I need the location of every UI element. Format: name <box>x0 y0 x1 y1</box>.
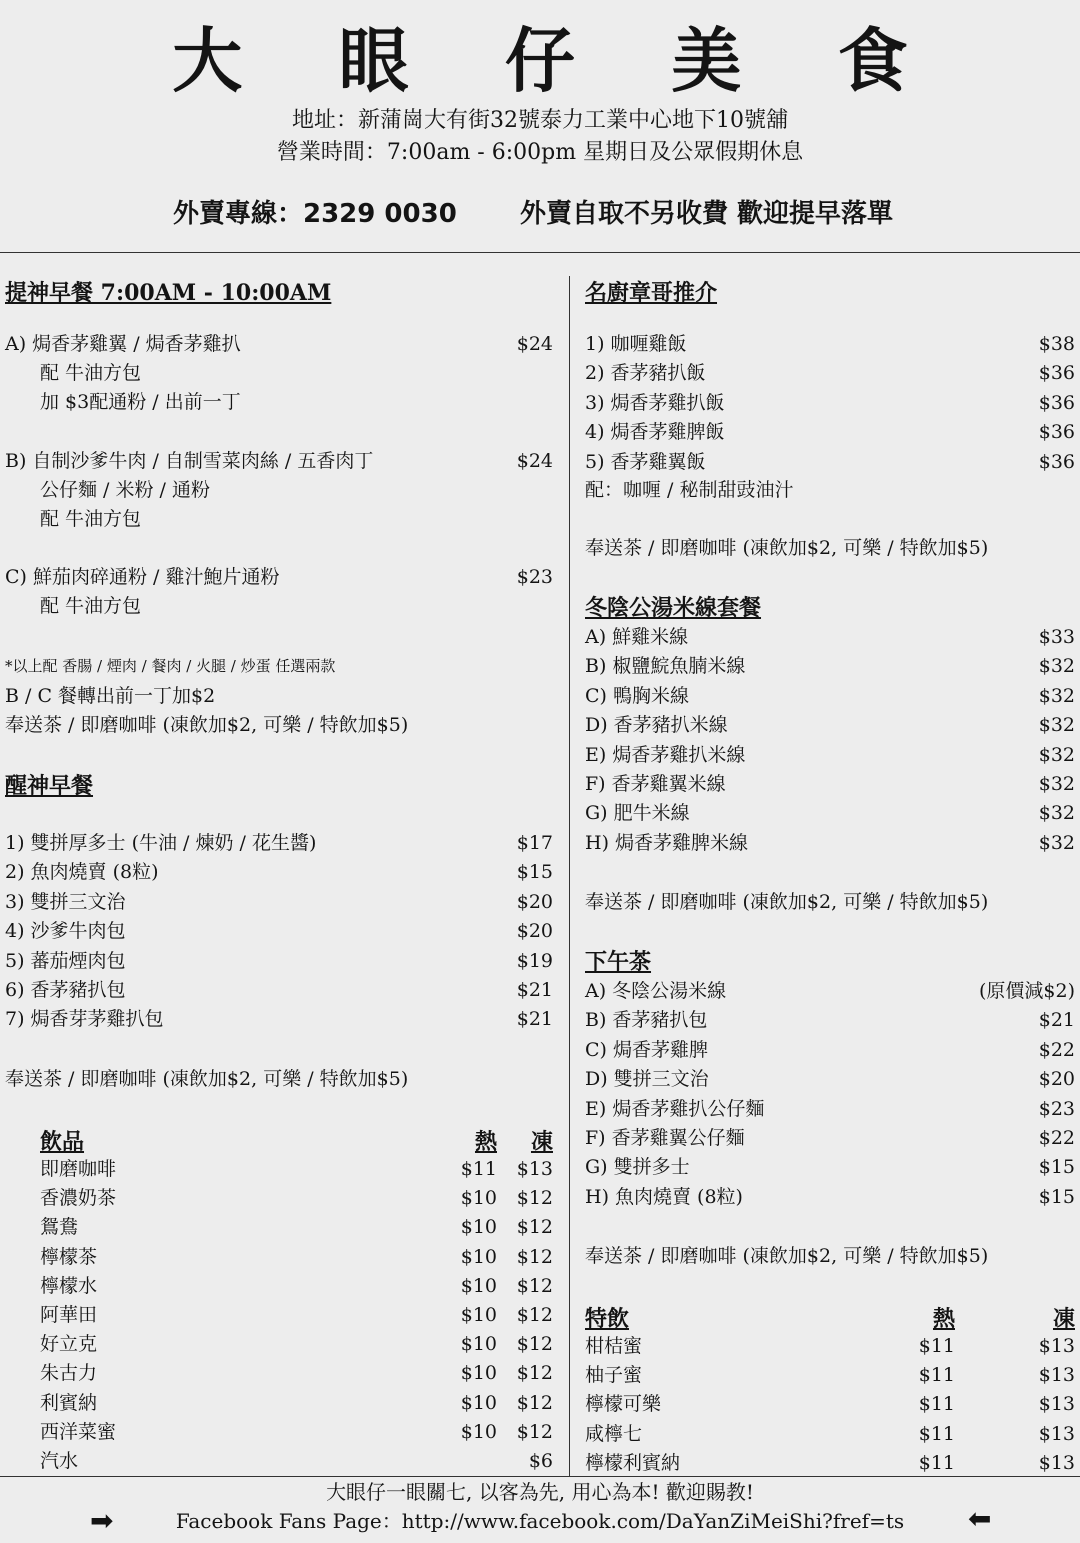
menu-item-detail: 配 牛油方包 <box>40 362 142 384</box>
cold-price: $12 <box>516 1333 553 1356</box>
drink-name: 即磨咖啡 <box>40 1158 117 1180</box>
menu-item <box>585 623 1075 652</box>
menu-item <box>585 1006 1075 1035</box>
menu-item-name: 6) 香茅豬扒包 <box>5 978 126 1001</box>
menu-item-name: 3) 焗香茅雞扒飯 <box>585 391 725 414</box>
menu-item <box>585 448 1075 477</box>
menu-item-detail: 配 牛油方包 <box>40 508 142 530</box>
menu-item <box>585 1036 1075 1065</box>
menu-item <box>5 947 553 976</box>
menu-item <box>585 418 1075 447</box>
drink-name: 香濃奶茶 <box>40 1187 117 1210</box>
menu-item-name: 4) 焗香茅雞脾飯 <box>585 421 725 444</box>
drink-note: 奉送茶 / 即磨咖啡 (凍飲加$2, 可樂 / 特飲加$5) <box>585 891 989 913</box>
menu-item-name: A) 冬陰公湯米線 <box>585 980 727 1002</box>
cold-price: $12 <box>516 1187 553 1210</box>
drink-item <box>40 1243 553 1272</box>
menu-item <box>585 741 1075 770</box>
menu-item-name: 7) 焗香芽茅雞扒包 <box>5 1008 164 1031</box>
menu-item-price: $32 <box>1038 831 1075 854</box>
drink-name: 好立克 <box>40 1333 98 1356</box>
menu-item-price: $32 <box>1038 714 1075 737</box>
cold-price: $13 <box>1038 1364 1075 1387</box>
menu-item-price: $15 <box>516 861 553 884</box>
drink-name: 檸檬利賓納 <box>585 1451 681 1474</box>
breakfast-note: B / C 餐轉出前一丁加$2 <box>5 685 216 707</box>
menu-item-price: $19 <box>516 949 553 972</box>
drink-name: 柚子蜜 <box>585 1364 643 1387</box>
menu-item-price: $21 <box>1038 1009 1075 1032</box>
drink-item <box>40 1184 553 1213</box>
cold-price: $12 <box>516 1362 553 1385</box>
section-title-special: 特飲 <box>585 1306 630 1332</box>
menu-item-name: D) 香茅豬扒米線 <box>585 714 728 737</box>
cold-price: $13 <box>516 1158 553 1180</box>
takeaway-hotline: 外賣專線：2329 0030 <box>173 199 457 229</box>
drink-name: 阿華田 <box>40 1303 98 1326</box>
drink-name: 檸檬水 <box>40 1274 98 1297</box>
menu-item <box>585 1153 1075 1182</box>
menu-item <box>5 858 553 887</box>
drink-item <box>40 1359 553 1388</box>
menu-item-name: 5) 香茅雞翼飯 <box>585 450 706 473</box>
drink-item <box>585 1449 1075 1478</box>
menu-item <box>585 977 1075 1006</box>
drink-item <box>40 1330 553 1359</box>
arrow-right-icon: ➡ <box>90 1504 114 1537</box>
hot-price: $11 <box>918 1393 955 1416</box>
drink-item <box>40 1301 553 1330</box>
menu-item <box>5 829 553 858</box>
drink-item <box>40 1389 553 1418</box>
menu-item-price: $32 <box>1038 655 1075 678</box>
hot-price: $10 <box>460 1391 497 1414</box>
menu-item <box>585 330 1075 359</box>
menu-item-name: 1) 雙拼厚多士 (牛油 / 煉奶 / 花生醬) <box>5 832 317 854</box>
menu-item-price: $15 <box>1038 1185 1075 1208</box>
drink-item <box>585 1361 1075 1390</box>
drink-name: 檸檬茶 <box>40 1245 98 1268</box>
noodle-list <box>585 623 1075 858</box>
menu-item-price: $32 <box>1038 743 1075 766</box>
menu-item-price: $36 <box>1038 362 1075 385</box>
menu-item-price: $36 <box>1038 391 1075 414</box>
drink-note: 奉送茶 / 即磨咖啡 (凍飲加$2, 可樂 / 特飲加$5) <box>5 1068 409 1090</box>
opening-hours: 營業時間：7:00am - 6:00pm 星期日及公眾假期休息 <box>276 140 804 165</box>
menu-item-name: 4) 沙爹牛肉包 <box>5 920 126 943</box>
menu-item <box>585 1095 1075 1124</box>
menu-item-detail: 加 $3配通粉 / 出前一丁 <box>40 391 241 413</box>
address: 地址：新蒲崗大有街32號泰力工業中心地下10號舖 <box>292 108 788 133</box>
menu-item-price: $36 <box>1038 450 1075 473</box>
section-title-noodle: 冬陰公湯米線套餐 <box>585 595 762 621</box>
drink-name: 朱古力 <box>40 1362 98 1385</box>
menu-item-name: B) 香茅豬扒包 <box>585 1009 708 1032</box>
menu-item-name: F) 香茅雞翼米線 <box>585 772 726 795</box>
cold-price: $12 <box>516 1420 553 1443</box>
drink-name: 檸檬可樂 <box>585 1393 662 1416</box>
menu-item-price: $17 <box>516 832 553 854</box>
restaurant-title: 大 眼 仔 美 食 <box>172 20 944 102</box>
hot-price: $10 <box>460 1333 497 1356</box>
cold-price: $13 <box>1038 1422 1075 1445</box>
menu-item-name: E) 焗香茅雞扒公仔麵 <box>585 1097 765 1120</box>
hot-price: $10 <box>460 1303 497 1326</box>
cold-price: $6 <box>528 1449 553 1472</box>
hot-price: $10 <box>460 1216 497 1239</box>
menu-item-price: $21 <box>516 978 553 1001</box>
drink-item <box>40 1155 553 1184</box>
cold-price: $13 <box>1038 1393 1075 1416</box>
hot-price: $11 <box>918 1364 955 1387</box>
drink-name: 利賓納 <box>40 1391 98 1414</box>
menu-item-price: (原價減$2) <box>978 980 1075 1002</box>
menu-item <box>585 682 1075 711</box>
menu-item-name: 3) 雙拼三文治 <box>5 890 126 913</box>
menu-item-name: F) 香茅雞翼公仔麵 <box>585 1126 745 1149</box>
cold-price: $12 <box>516 1274 553 1297</box>
menu-item <box>5 976 553 1005</box>
hot-price: $10 <box>460 1245 497 1268</box>
cold-price: $13 <box>1038 1451 1075 1474</box>
drink-item <box>585 1420 1075 1449</box>
menu-item <box>585 652 1075 681</box>
drink-item <box>40 1418 553 1447</box>
menu-item-price: $38 <box>1038 333 1075 355</box>
hot-price: $11 <box>918 1451 955 1474</box>
drink-name: 西洋菜蜜 <box>40 1420 117 1443</box>
facebook-link[interactable]: Facebook Fans Page：http://www.facebook.com/DaYanZiMeiShi?fref=ts <box>175 1509 905 1533</box>
drink-name: 柑桔蜜 <box>585 1335 643 1357</box>
hot-column-label: 熱 <box>932 1306 955 1332</box>
menu-item-name: H) 魚肉燒賣 (8粒) <box>585 1185 743 1208</box>
header-divider <box>0 252 1080 253</box>
drink-item <box>40 1447 553 1476</box>
section-title-drinks: 飲品 <box>40 1129 85 1155</box>
cold-price: $12 <box>516 1245 553 1268</box>
menu-item-name: 5) 蕃茄煙肉包 <box>5 949 126 972</box>
menu-item <box>585 829 1075 858</box>
drink-name: 汽水 <box>40 1449 79 1472</box>
menu-item <box>585 1124 1075 1153</box>
drinks-header <box>40 1125 553 1155</box>
special-list <box>585 1332 1075 1478</box>
menu-item-name: G) 雙拼多士 <box>585 1156 690 1179</box>
menu-item-price: $20 <box>516 890 553 913</box>
menu-item-name: C) 鴨胸米線 <box>585 684 689 707</box>
arrow-left-icon: ⬅ <box>968 1502 992 1535</box>
breakfast-note: *以上配 香腸 / 煙肉 / 餐肉 / 火腿 / 炒蛋 任選兩款 <box>5 657 336 675</box>
cold-price: $13 <box>1038 1335 1075 1357</box>
menu-item-detail: 公仔麵 / 米粉 / 通粉 <box>40 479 210 501</box>
menu-item <box>585 770 1075 799</box>
hot-price: $10 <box>460 1362 497 1385</box>
menu-item-price: $33 <box>1038 626 1075 648</box>
menu-item-detail: 配 牛油方包 <box>40 595 142 617</box>
menu-item-name: G) 肥牛米線 <box>585 802 690 825</box>
drink-item <box>585 1390 1075 1419</box>
menu-item-price: $15 <box>1038 1156 1075 1179</box>
menu-item <box>585 799 1075 828</box>
drink-note: 奉送茶 / 即磨咖啡 (凍飲加$2, 可樂 / 特飲加$5) <box>585 1245 989 1267</box>
hot-price: $10 <box>460 1187 497 1210</box>
menu-item: B) 自制沙爹牛肉 / 自制雪菜肉絲 / 五香肉丁 $24 <box>5 450 553 472</box>
menu-item-price: $32 <box>1038 772 1075 795</box>
section-title-breakfast-2: 醒神早餐 <box>5 773 94 799</box>
drink-note: 奉送茶 / 即磨咖啡 (凍飲加$2, 可樂 / 特飲加$5) <box>5 714 409 736</box>
menu-item <box>585 389 1075 418</box>
hot-price: $11 <box>460 1158 497 1180</box>
menu-item-name: 1) 咖喱雞飯 <box>585 333 687 355</box>
menu-item-name: E) 焗香茅雞扒米線 <box>585 743 746 766</box>
drink-note: 奉送茶 / 即磨咖啡 (凍飲加$2, 可樂 / 特飲加$5) <box>585 537 989 559</box>
menu-item <box>5 888 553 917</box>
menu-item-name: A) 鮮雞米線 <box>585 626 689 648</box>
menu-item: A) 焗香茅雞翼 / 焗香茅雞扒 $24 <box>5 333 553 355</box>
menu-item <box>585 1065 1075 1094</box>
takeaway-note: 外賣自取不另收費 歡迎提早落單 <box>520 199 894 229</box>
menu-item-name: D) 雙拼三文治 <box>585 1068 709 1091</box>
drinks-list <box>40 1155 553 1476</box>
cold-column-label: 凍 <box>1052 1306 1075 1332</box>
hot-column-label: 熱 <box>474 1129 497 1155</box>
hot-price: $11 <box>918 1335 955 1357</box>
menu-item <box>5 917 553 946</box>
menu-item: C) 鮮茄肉碎通粉 / 雞汁鮑片通粉 $23 <box>5 566 553 588</box>
menu-item <box>585 1183 1075 1212</box>
menu-item-price: $36 <box>1038 421 1075 444</box>
drink-name: 咸檸七 <box>585 1422 643 1445</box>
hot-price: $10 <box>460 1274 497 1297</box>
section-title-tea: 下午茶 <box>585 949 652 975</box>
breakfast-2-list <box>5 829 553 1035</box>
menu-item-price: $22 <box>1038 1126 1075 1149</box>
hot-price: $10 <box>460 1420 497 1443</box>
drink-item <box>585 1332 1075 1361</box>
cold-price: $12 <box>516 1303 553 1326</box>
chef-list <box>585 330 1075 477</box>
column-divider <box>569 276 570 1476</box>
drink-name: 鴛鴦 <box>40 1216 79 1239</box>
drink-item <box>40 1213 553 1242</box>
cold-column-label: 凍 <box>530 1129 553 1155</box>
menu-item <box>585 359 1075 388</box>
sauce-note: 配：咖喱 / 秘制甜豉油汁 <box>585 479 794 501</box>
section-title-chef: 名廚章哥推介 <box>585 280 718 306</box>
menu-item-price: $22 <box>1038 1038 1075 1061</box>
menu-item <box>585 711 1075 740</box>
cold-price: $12 <box>516 1391 553 1414</box>
menu-item-name: 2) 香茅豬扒飯 <box>585 362 706 385</box>
menu-item-price: $21 <box>516 1008 553 1031</box>
menu-item-name: H) 焗香茅雞脾米線 <box>585 831 749 854</box>
special-header <box>585 1302 1075 1332</box>
menu-item-price: $20 <box>516 920 553 943</box>
slogan: 大眼仔一眼關七, 以客為先, 用心為本! 歡迎賜教! <box>326 1480 754 1504</box>
menu-item-name: 2) 魚肉燒賣 (8粒) <box>5 861 159 884</box>
menu-item <box>5 1005 553 1034</box>
tea-list <box>585 977 1075 1212</box>
hot-price: $11 <box>918 1422 955 1445</box>
cold-price: $12 <box>516 1216 553 1239</box>
menu-item-name: C) 焗香茅雞脾 <box>585 1038 708 1061</box>
menu-item-price: $23 <box>1038 1097 1075 1120</box>
menu-item-price: $32 <box>1038 684 1075 707</box>
menu-item-price: $20 <box>1038 1068 1075 1091</box>
section-title-breakfast-1: 提神早餐 7:00AM - 10:00AM <box>5 280 332 306</box>
drink-item <box>40 1272 553 1301</box>
menu-item-name: B) 椒鹽鯇魚腩米線 <box>585 655 746 678</box>
menu-item-price: $32 <box>1038 802 1075 825</box>
